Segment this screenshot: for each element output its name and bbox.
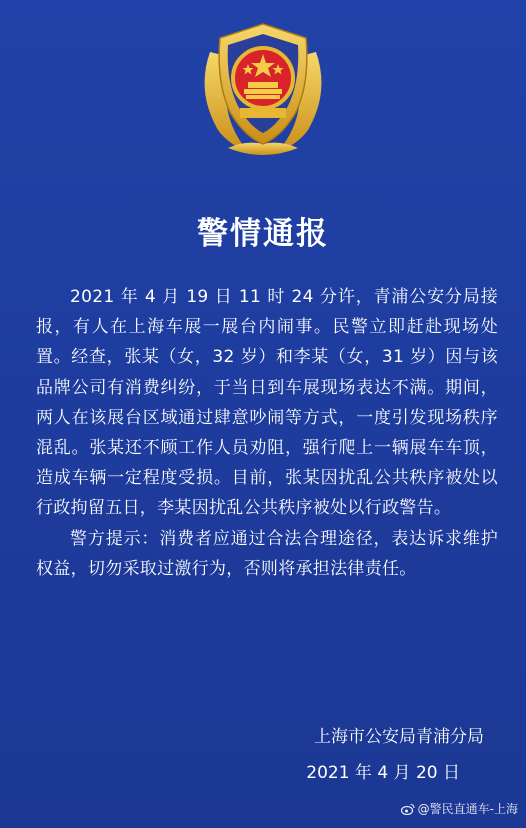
signature-org: 上海市公安局青浦分局 — [314, 727, 484, 747]
notice-title: 警情通报 — [197, 216, 329, 252]
watermark-text: @警民直通车-上海 — [417, 802, 518, 816]
police-badge-icon — [188, 12, 338, 162]
weibo-icon — [401, 803, 415, 815]
notice-paragraph: 2021 年 4 月 19 日 11 时 24 分许，青浦公安分局接报，有人在上海车展一展台内闹事。民警立即赶赴现场处置。经查，张某（女，32 岁）和李某（女，31 岁）因与该品牌公司有消费纠纷，于当日到车展现场表达不满。期间，两人在该展台区域通过肆意吵闹等方式，一度引发现场秩序混乱。张某还不顾工作人员劝阻，强行爬上一辆展车车顶，造成车辆一定程度受损。目前，张某因扰乱公共秩序被处以行政拘留五日，李某因扰乱公共秩序被处以行政警告。 — [36, 287, 498, 519]
notice-paragraph: 警方提示：消费者应通过合法合理途径，表达诉求维护权益，切勿采取过激行为，否则将承担法律责任。 — [36, 528, 498, 579]
signature-date: 2021 年 4 月 20 日 — [306, 763, 460, 783]
notice-body — [36, 282, 498, 584]
weibo-watermark — [401, 800, 518, 817]
